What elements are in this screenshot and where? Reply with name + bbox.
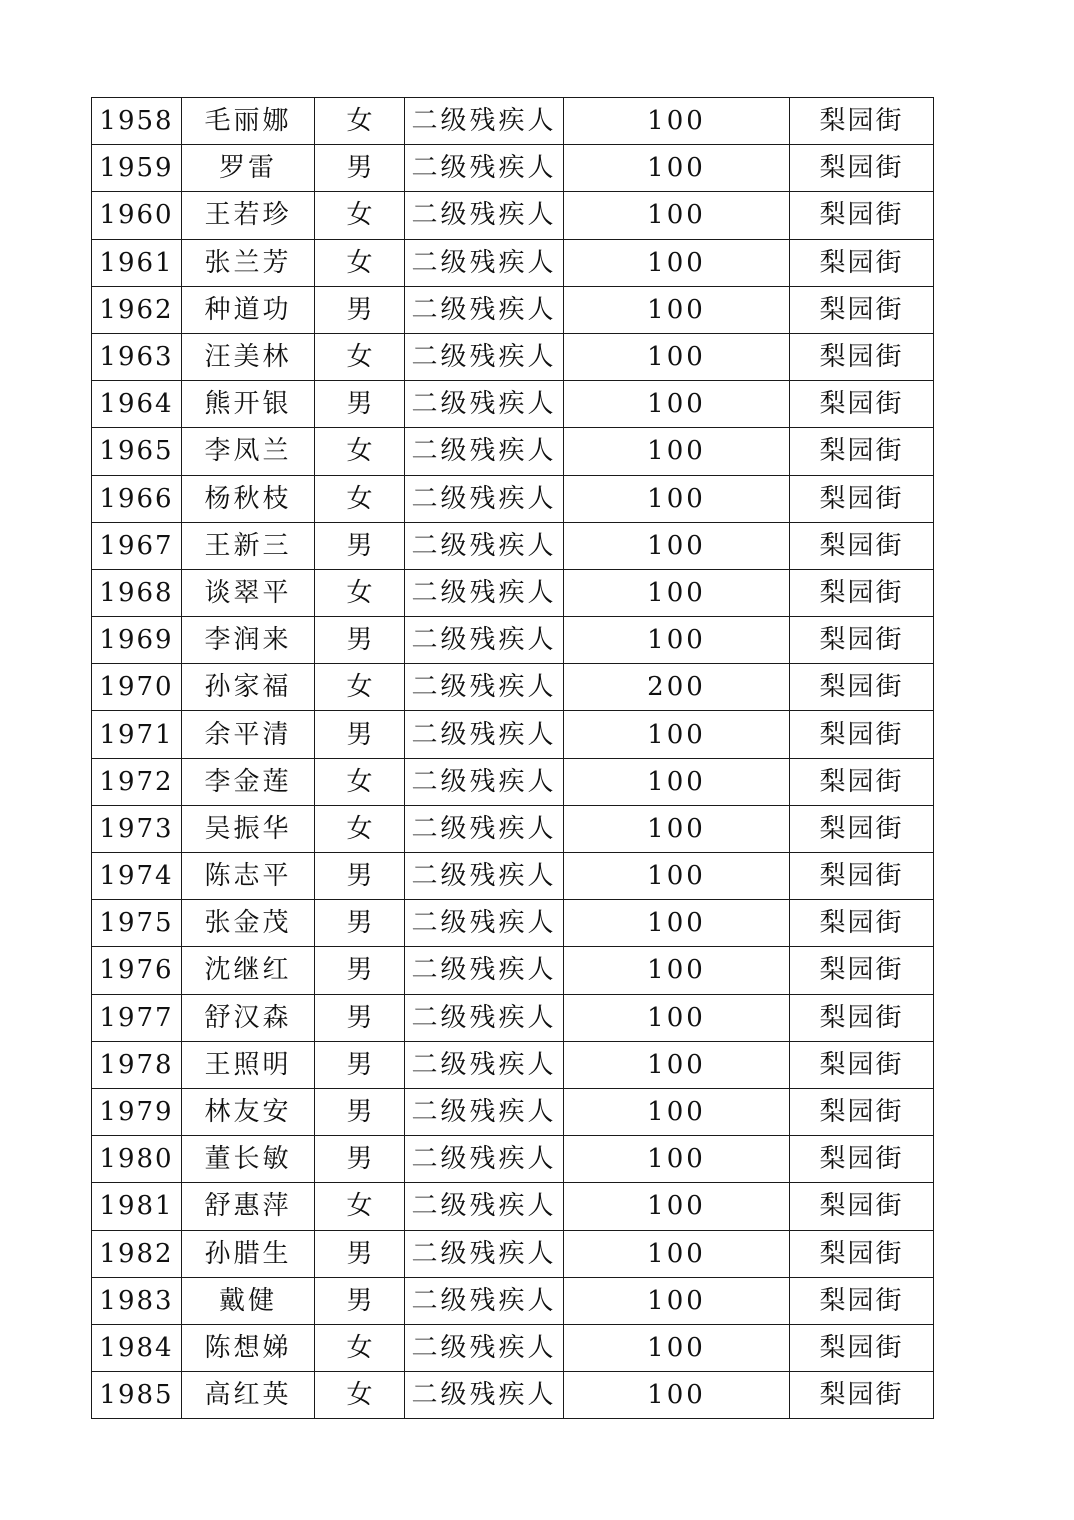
- serial-number-cell: 1961: [92, 239, 182, 286]
- serial-number-cell: 1976: [92, 947, 182, 994]
- disability-level-cell: 二级残疾人: [405, 1324, 564, 1371]
- disability-level-cell: 二级残疾人: [405, 569, 564, 616]
- gender-cell: 男: [315, 994, 405, 1041]
- serial-number-cell: 1970: [92, 664, 182, 711]
- street-cell: 梨园街: [790, 1136, 934, 1183]
- name-cell: 董长敏: [182, 1136, 315, 1183]
- amount-cell: 100: [564, 853, 790, 900]
- gender-cell: 男: [315, 522, 405, 569]
- street-cell: 梨园街: [790, 1041, 934, 1088]
- serial-number-cell: 1978: [92, 1041, 182, 1088]
- street-cell: 梨园街: [790, 569, 934, 616]
- table-row: [92, 664, 934, 711]
- table-row: [92, 333, 934, 380]
- table-row: [92, 900, 934, 947]
- serial-number-cell: 1968: [92, 569, 182, 616]
- disability-level-cell: 二级残疾人: [405, 428, 564, 475]
- street-cell: 梨园街: [790, 1372, 934, 1419]
- name-cell: 王新三: [182, 522, 315, 569]
- name-cell: 王若珍: [182, 192, 315, 239]
- amount-cell: 100: [564, 994, 790, 1041]
- amount-cell: 100: [564, 522, 790, 569]
- serial-number-cell: 1959: [92, 145, 182, 192]
- serial-number-cell: 1963: [92, 333, 182, 380]
- gender-cell: 女: [315, 428, 405, 475]
- gender-cell: 女: [315, 475, 405, 522]
- name-cell: 毛丽娜: [182, 98, 315, 145]
- disability-level-cell: 二级残疾人: [405, 805, 564, 852]
- name-cell: 李金莲: [182, 758, 315, 805]
- amount-cell: 200: [564, 664, 790, 711]
- disability-level-cell: 二级残疾人: [405, 1277, 564, 1324]
- disability-level-cell: 二级残疾人: [405, 333, 564, 380]
- gender-cell: 男: [315, 1230, 405, 1277]
- name-cell: 林友安: [182, 1088, 315, 1135]
- table-row: [92, 1041, 934, 1088]
- disability-level-cell: 二级残疾人: [405, 758, 564, 805]
- gender-cell: 男: [315, 381, 405, 428]
- serial-number-cell: 1982: [92, 1230, 182, 1277]
- disability-level-cell: 二级残疾人: [405, 239, 564, 286]
- table-row: [92, 192, 934, 239]
- serial-number-cell: 1958: [92, 98, 182, 145]
- amount-cell: 100: [564, 145, 790, 192]
- amount-cell: 100: [564, 1372, 790, 1419]
- amount-cell: 100: [564, 192, 790, 239]
- gender-cell: 男: [315, 1041, 405, 1088]
- gender-cell: 女: [315, 98, 405, 145]
- street-cell: 梨园街: [790, 900, 934, 947]
- street-cell: 梨园街: [790, 994, 934, 1041]
- table-row: [92, 805, 934, 852]
- name-cell: 汪美林: [182, 333, 315, 380]
- table-row: [92, 758, 934, 805]
- gender-cell: 女: [315, 1372, 405, 1419]
- name-cell: 罗雷: [182, 145, 315, 192]
- gender-cell: 女: [315, 1183, 405, 1230]
- table-row: [92, 239, 934, 286]
- disability-level-cell: 二级残疾人: [405, 994, 564, 1041]
- name-cell: 陈想娣: [182, 1324, 315, 1371]
- amount-cell: 100: [564, 1277, 790, 1324]
- table-row: [92, 1183, 934, 1230]
- street-cell: 梨园街: [790, 522, 934, 569]
- name-cell: 高红英: [182, 1372, 315, 1419]
- serial-number-cell: 1984: [92, 1324, 182, 1371]
- serial-number-cell: 1964: [92, 381, 182, 428]
- street-cell: 梨园街: [790, 1183, 934, 1230]
- street-cell: 梨园街: [790, 1230, 934, 1277]
- disability-level-cell: 二级残疾人: [405, 947, 564, 994]
- gender-cell: 男: [315, 286, 405, 333]
- amount-cell: 100: [564, 758, 790, 805]
- gender-cell: 女: [315, 1324, 405, 1371]
- roster-table: [91, 97, 934, 1419]
- disability-level-cell: 二级残疾人: [405, 192, 564, 239]
- gender-cell: 女: [315, 333, 405, 380]
- table-row: [92, 947, 934, 994]
- street-cell: 梨园街: [790, 192, 934, 239]
- name-cell: 李凤兰: [182, 428, 315, 475]
- gender-cell: 男: [315, 900, 405, 947]
- roster-table-body: [92, 98, 934, 1419]
- name-cell: 戴健: [182, 1277, 315, 1324]
- amount-cell: 100: [564, 1324, 790, 1371]
- disability-level-cell: 二级残疾人: [405, 711, 564, 758]
- name-cell: 沈继红: [182, 947, 315, 994]
- amount-cell: 100: [564, 239, 790, 286]
- serial-number-cell: 1983: [92, 1277, 182, 1324]
- table-row: [92, 475, 934, 522]
- gender-cell: 男: [315, 853, 405, 900]
- gender-cell: 女: [315, 239, 405, 286]
- amount-cell: 100: [564, 1041, 790, 1088]
- table-row: [92, 522, 934, 569]
- table-row: [92, 853, 934, 900]
- disability-level-cell: 二级残疾人: [405, 617, 564, 664]
- name-cell: 谈翠平: [182, 569, 315, 616]
- serial-number-cell: 1971: [92, 711, 182, 758]
- gender-cell: 男: [315, 711, 405, 758]
- serial-number-cell: 1965: [92, 428, 182, 475]
- disability-level-cell: 二级残疾人: [405, 664, 564, 711]
- amount-cell: 100: [564, 333, 790, 380]
- street-cell: 梨园街: [790, 428, 934, 475]
- disability-level-cell: 二级残疾人: [405, 1136, 564, 1183]
- disability-level-cell: 二级残疾人: [405, 522, 564, 569]
- name-cell: 吴振华: [182, 805, 315, 852]
- serial-number-cell: 1974: [92, 853, 182, 900]
- street-cell: 梨园街: [790, 1088, 934, 1135]
- street-cell: 梨园街: [790, 758, 934, 805]
- street-cell: 梨园街: [790, 239, 934, 286]
- amount-cell: 100: [564, 98, 790, 145]
- name-cell: 张兰芳: [182, 239, 315, 286]
- serial-number-cell: 1985: [92, 1372, 182, 1419]
- table-row: [92, 1324, 934, 1371]
- name-cell: 陈志平: [182, 853, 315, 900]
- amount-cell: 100: [564, 900, 790, 947]
- name-cell: 舒汉森: [182, 994, 315, 1041]
- name-cell: 王照明: [182, 1041, 315, 1088]
- table-row: [92, 1136, 934, 1183]
- serial-number-cell: 1960: [92, 192, 182, 239]
- gender-cell: 男: [315, 1136, 405, 1183]
- name-cell: 熊开银: [182, 381, 315, 428]
- table-row: [92, 1088, 934, 1135]
- serial-number-cell: 1972: [92, 758, 182, 805]
- name-cell: 种道功: [182, 286, 315, 333]
- serial-number-cell: 1975: [92, 900, 182, 947]
- amount-cell: 100: [564, 947, 790, 994]
- disability-level-cell: 二级残疾人: [405, 1230, 564, 1277]
- table-row: [92, 428, 934, 475]
- gender-cell: 男: [315, 1088, 405, 1135]
- gender-cell: 女: [315, 805, 405, 852]
- table-row: [92, 98, 934, 145]
- gender-cell: 男: [315, 617, 405, 664]
- serial-number-cell: 1969: [92, 617, 182, 664]
- amount-cell: 100: [564, 617, 790, 664]
- serial-number-cell: 1966: [92, 475, 182, 522]
- disability-level-cell: 二级残疾人: [405, 1183, 564, 1230]
- disability-level-cell: 二级残疾人: [405, 1088, 564, 1135]
- table-row: [92, 381, 934, 428]
- serial-number-cell: 1980: [92, 1136, 182, 1183]
- street-cell: 梨园街: [790, 145, 934, 192]
- table-row: [92, 286, 934, 333]
- name-cell: 李润来: [182, 617, 315, 664]
- street-cell: 梨园街: [790, 98, 934, 145]
- street-cell: 梨园街: [790, 617, 934, 664]
- serial-number-cell: 1981: [92, 1183, 182, 1230]
- disability-level-cell: 二级残疾人: [405, 286, 564, 333]
- street-cell: 梨园街: [790, 1277, 934, 1324]
- gender-cell: 女: [315, 664, 405, 711]
- gender-cell: 女: [315, 758, 405, 805]
- gender-cell: 男: [315, 947, 405, 994]
- street-cell: 梨园街: [790, 286, 934, 333]
- street-cell: 梨园街: [790, 711, 934, 758]
- serial-number-cell: 1962: [92, 286, 182, 333]
- amount-cell: 100: [564, 805, 790, 852]
- amount-cell: 100: [564, 711, 790, 758]
- gender-cell: 女: [315, 569, 405, 616]
- amount-cell: 100: [564, 381, 790, 428]
- disability-level-cell: 二级残疾人: [405, 853, 564, 900]
- name-cell: 孙家福: [182, 664, 315, 711]
- table-row: [92, 1277, 934, 1324]
- gender-cell: 男: [315, 145, 405, 192]
- street-cell: 梨园街: [790, 381, 934, 428]
- disability-level-cell: 二级残疾人: [405, 1041, 564, 1088]
- name-cell: 孙腊生: [182, 1230, 315, 1277]
- serial-number-cell: 1967: [92, 522, 182, 569]
- amount-cell: 100: [564, 428, 790, 475]
- serial-number-cell: 1979: [92, 1088, 182, 1135]
- street-cell: 梨园街: [790, 664, 934, 711]
- disability-level-cell: 二级残疾人: [405, 900, 564, 947]
- gender-cell: 女: [315, 192, 405, 239]
- serial-number-cell: 1973: [92, 805, 182, 852]
- disability-level-cell: 二级残疾人: [405, 98, 564, 145]
- disability-level-cell: 二级残疾人: [405, 381, 564, 428]
- amount-cell: 100: [564, 1136, 790, 1183]
- disability-level-cell: 二级残疾人: [405, 475, 564, 522]
- amount-cell: 100: [564, 475, 790, 522]
- amount-cell: 100: [564, 286, 790, 333]
- table-row: [92, 711, 934, 758]
- amount-cell: 100: [564, 1230, 790, 1277]
- serial-number-cell: 1977: [92, 994, 182, 1041]
- disability-level-cell: 二级残疾人: [405, 1372, 564, 1419]
- table-row: [92, 1372, 934, 1419]
- street-cell: 梨园街: [790, 947, 934, 994]
- street-cell: 梨园街: [790, 805, 934, 852]
- table-row: [92, 994, 934, 1041]
- gender-cell: 男: [315, 1277, 405, 1324]
- name-cell: 舒惠萍: [182, 1183, 315, 1230]
- street-cell: 梨园街: [790, 853, 934, 900]
- table-row: [92, 569, 934, 616]
- amount-cell: 100: [564, 569, 790, 616]
- name-cell: 余平清: [182, 711, 315, 758]
- name-cell: 杨秋枝: [182, 475, 315, 522]
- table-row: [92, 617, 934, 664]
- street-cell: 梨园街: [790, 1324, 934, 1371]
- name-cell: 张金茂: [182, 900, 315, 947]
- table-row: [92, 145, 934, 192]
- amount-cell: 100: [564, 1088, 790, 1135]
- street-cell: 梨园街: [790, 333, 934, 380]
- disability-level-cell: 二级残疾人: [405, 145, 564, 192]
- street-cell: 梨园街: [790, 475, 934, 522]
- amount-cell: 100: [564, 1183, 790, 1230]
- table-row: [92, 1230, 934, 1277]
